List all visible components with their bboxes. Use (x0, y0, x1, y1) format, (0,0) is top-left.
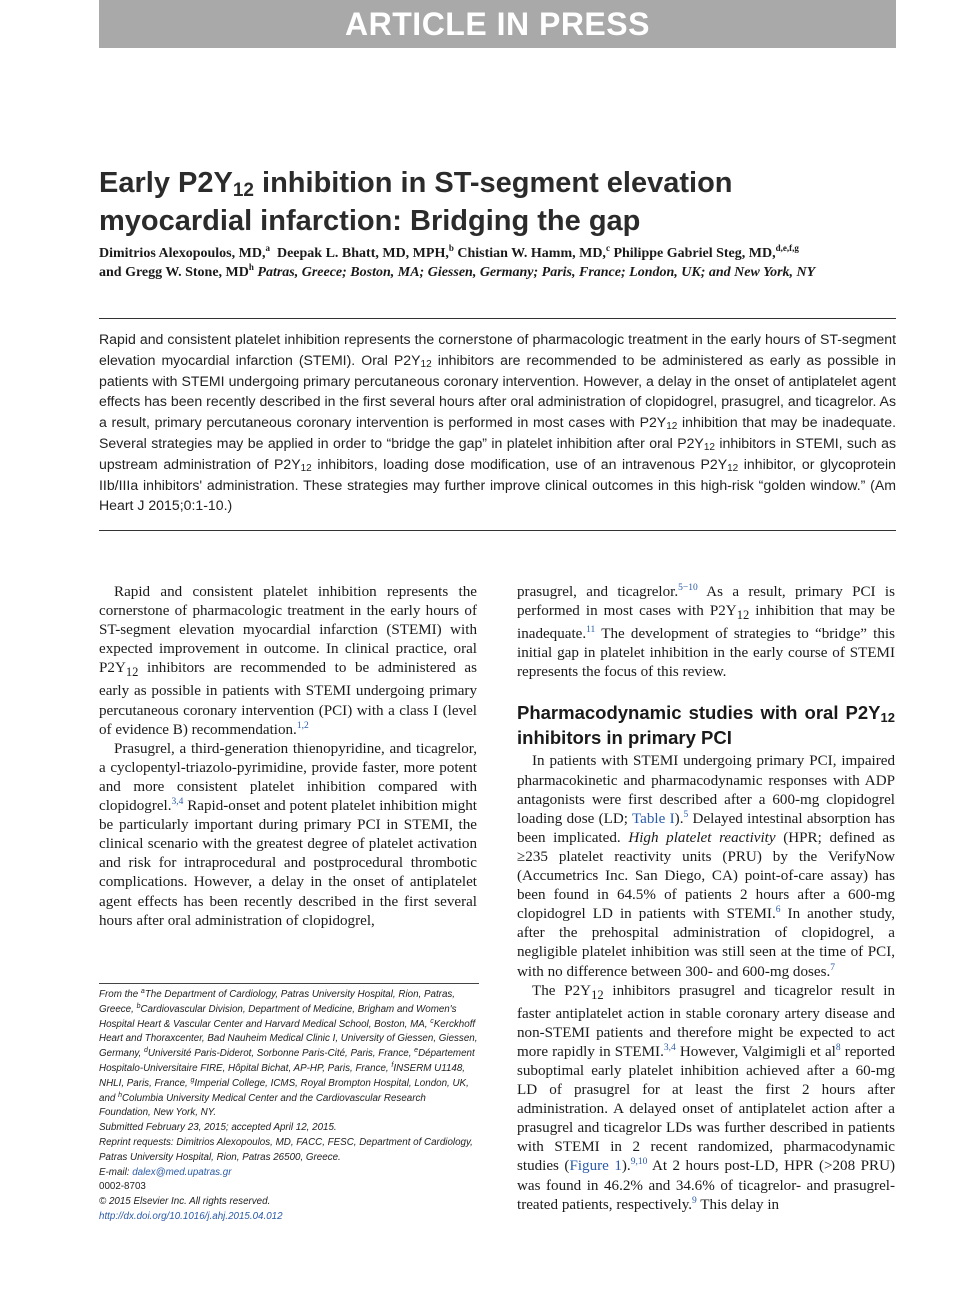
r-p1-text-d: The development of strategies to “bridge” this initial gap in platelet inhibition in the early course of STEMI represents the focus of this review. (517, 626, 895, 681)
author-3: Chistian W. Hamm, MD, (457, 246, 606, 261)
article-title (99, 164, 899, 240)
r-p2-text-e: In another study, after the prehospital administration of clopidogrel, a negligible platelet inhibition was still seen at the time of PCI, with no difference between 300- and 600-mg doses. (517, 906, 895, 980)
r-p2-text-c: Delayed intestinal absorption has been implicated. (517, 810, 895, 846)
abstract-text-2: inhibitors are recommended to be administered as early as possible in patients with STEMI undergoing primary percutaneous coronary intervention. However, a delay in the onset of antiplatelet agent effects has been recently described in the first several hours after oral administration of clopidogrel, prasugrel, and ticagrelor. As a result, primary percutaneous coronary intervention is performed in most cases with P2Y (99, 351, 896, 431)
title-line1-post: inhibition in ST-segment elevation (253, 167, 733, 199)
fn-text: From the (99, 989, 141, 1000)
abstract-top-rule (99, 318, 896, 319)
author-5: and Gregg W. Stone, MD (99, 265, 249, 280)
fn-text: Département Hospitalo-Universitaire FIRE, Hôpital Bichat, AP-HP, Paris, France, (99, 1048, 475, 1074)
fn-text: Columbia University Medical Center and the Cardiovascular Research Foundation, New York, NY. (99, 1092, 426, 1119)
article-in-press-banner: ARTICLE IN PRESS (99, 0, 896, 48)
author-2-affil[interactable]: b (448, 243, 454, 253)
r-p2-emphasis: High platelet reactivity (628, 829, 776, 846)
fn-sup: f (391, 1061, 394, 1069)
intro-paragraph-2 (99, 740, 477, 931)
title-line2: myocardial infarction: Bridging the gap (99, 205, 641, 237)
r-p2-text-b: ). (674, 810, 684, 827)
fn-text: Kerckhoff Heart and Thoraxcenter, Bad Nauheim Medical Clinic I, University of Giessen, Giessen, Germany, (99, 1018, 478, 1060)
fn-text: Université Paris-Diderot, Sorbonne Paris-Cité, Paris, France, (147, 1048, 415, 1060)
abstract-text-6: inhibitor, or glycoprotein IIb/IIIa inhibitors' administration. These strategies may further improve clinical outcomes in this high-risk “golden window.” (Am Heart J 2015;0:1-10.) (99, 455, 896, 514)
abstract-sub-5: 12 (727, 462, 739, 474)
affiliations-footnote (99, 988, 479, 1121)
r-p1-text-b: As a result, primary PCI is performed in most cases with P2Y (517, 584, 895, 620)
r-p2-text-a: In patients with STEMI undergoing primary PCI, impaired pharmacokinetic and pharmacodynamic responses with ADP antagonists were first described after a 600-mg clopidogrel loading dose (LD; (517, 753, 895, 827)
abstract (99, 329, 896, 516)
r-p3-sub: 12 (591, 987, 604, 1002)
r-p3-text-e: ). (621, 1158, 631, 1175)
fn-sup: b (136, 1002, 141, 1010)
intro-p2-text-a: Prasugrel, a third-generation thienopyridine, and ticagrelor, a cyclopentyl-triazolo-pyrimidine, provide faster, more potent and more consistent platelet inhibition compared with clopidogrel. (99, 740, 477, 815)
fn-sup: g (190, 1076, 195, 1084)
r-p2-text-d: (HPR; defined as ≥235 platelet reactivity units (PRU) by the VerifyNow (Accumetrics Inc. San Diego, CA) point-of-care assay) has been found in 64.5% of patients 2 hours after a 600-mg clopidogrel LD in patients with STEMI. (517, 829, 895, 923)
r-p3-text-g: This delay in (696, 1196, 780, 1213)
author-3-affil[interactable]: c (605, 243, 610, 253)
right-column (517, 583, 895, 1215)
intro-p1-text-a: Rapid and consistent platelet inhibition represents the cornerstone of pharmacologic treatment in the early hours of ST-segment elevation myocardial infarction (STEMI) with expected improvement in outcome. In clinical practice, oral P2Y (99, 584, 477, 677)
heading-text-a: Pharmacodynamic studies with oral P2Y (517, 702, 881, 724)
fn-sup: c (430, 1017, 434, 1025)
heading-sub: 12 (880, 710, 895, 726)
intro-paragraph-3 (517, 583, 895, 682)
citation-link[interactable]: 1,2 (296, 720, 309, 731)
author-2: Deepak L. Bhatt, MD, MPH, (276, 246, 449, 261)
citation-link[interactable]: 9,10 (630, 1157, 648, 1168)
fn-text: The Department of Cardiology, Patras University Hospital, Rion, Patras, Greece, (99, 989, 456, 1015)
citation-link[interactable]: 8 (835, 1042, 841, 1053)
abstract-text-3: inhibition that may be inadequate. Several strategies may be applied in order to “bridge the gap” in platelet inhibition after oral P2Y (99, 414, 896, 451)
footnote-rule (99, 983, 479, 984)
email-label: E-mail: (99, 1166, 133, 1178)
email-link[interactable]: dalex@med.upatras.gr (132, 1166, 232, 1178)
citation-link[interactable]: 3,4 (171, 797, 184, 808)
section-heading (517, 700, 895, 750)
abstract-sub-3: 12 (703, 441, 715, 453)
author-4: Philippe Gabriel Steg, MD, (613, 246, 776, 261)
abstract-text-1: Rapid and consistent platelet inhibition represents the cornerstone of pharmacologic treatment in the early hours of ST-segment elevation myocardial infarction (STEMI). Oral P2Y (99, 331, 896, 368)
r-p3-text-b: inhibitors prasugrel and ticagrelor result in faster antiplatelet action in stable coronary artery disease and non-STEMI patients and therefore might be expected to act more rapidly in STEMI. (517, 982, 895, 1060)
intro-paragraph-1 (99, 583, 477, 740)
abstract-text-5: inhibitors, loading dose modification, use of an intravenous P2Y (311, 455, 728, 472)
author-5-affil[interactable]: h (248, 262, 254, 272)
fn-sup: e (414, 1047, 419, 1055)
abstract-sub-2: 12 (666, 421, 678, 433)
title-line1-sub: 12 (232, 180, 254, 201)
author-1: Dimitrios Alexopoulos, MD, (99, 246, 266, 261)
r-p3-text-c: However, Valgimigli et al (675, 1043, 836, 1060)
email-footnote (99, 1166, 479, 1181)
footnotes (99, 988, 479, 1225)
r-p1-text-c: inhibition that may be inadequate. (517, 603, 895, 643)
figure-link[interactable]: Figure 1 (569, 1158, 622, 1175)
fn-sup: h (118, 1091, 122, 1099)
left-column (99, 583, 477, 931)
fn-sup: a (140, 988, 145, 995)
fn-text: Imperial College, ICMS, Royal Brompton Hospital, London, UK, and (99, 1077, 469, 1104)
r-p3-text-f: At 2 hours post-LD, HPR (>208 PRU) was found in 46.2% and 34.6% of ticagrelor- and prasugrel-treated patients, respectively. (517, 1158, 895, 1213)
abstract-text-4: inhibitors in STEMI, such as upstream administration of P2Y (99, 434, 896, 472)
author-list (99, 244, 899, 282)
doi-link[interactable]: http://dx.doi.org/10.1016/j.ahj.2015.04.012 (99, 1210, 283, 1222)
intro-p1-sub: 12 (125, 665, 139, 680)
fn-sup: d (144, 1047, 148, 1055)
author-locations: Patras, Greece; Boston, MA; Giessen, Germany; Paris, France; London, UK; and New York, NY (257, 265, 816, 280)
author-4-affil[interactable]: d,e,f,g (775, 243, 799, 253)
citation-link[interactable]: 11 (586, 625, 596, 636)
copyright: © 2015 Elsevier Inc. All rights reserved. (99, 1196, 271, 1208)
abstract-bottom-rule (99, 530, 896, 531)
title-line1-pre: Early P2Y (99, 167, 233, 199)
author-1-affil[interactable]: a (265, 243, 270, 253)
fn-text: Cardiovascular Division, Department of Medicine, Brigham and Women's Hospital Heart & Vascular Center and Harvard Medical School, Boston, MA, (99, 1003, 457, 1030)
submitted-footnote: Submitted February 23, 2015; accepted April 12, 2015. (99, 1122, 337, 1134)
citation-link[interactable]: 9 (692, 1195, 697, 1206)
r-p3-text-a: The P2Y (532, 982, 592, 999)
issn: 0002-8703 (99, 1181, 146, 1193)
reprint-footnote: Reprint requests: Dimitrios Alexopoulos, MD, FACC, FESC, Department of Cardiology, Patras University Hospital, Rion, Patras 26500, Greece. (99, 1136, 473, 1163)
citation-link[interactable]: 3,4 (663, 1042, 676, 1053)
r-p3-text-d: reported suboptimal early platelet inhibition achieved after a 60-mg LD of prasugrel for at least the first 2 hours after administration. A delayed onset of antiplatelet action after a prasugrel and ticagrelor LDs was further described in patients with STEMI in 2 recent randomized, pharmacodynamic studies ( (517, 1043, 895, 1175)
citation-link[interactable]: 5−10 (678, 583, 698, 593)
table-link[interactable]: Table I (632, 810, 675, 827)
fn-text: INSERM U1148, NHLI, Paris, France, (99, 1062, 466, 1089)
citation-link[interactable]: 7 (830, 962, 835, 973)
intro-p2-text-b: Rapid-onset and potent platelet inhibition might be particularly important during primary PCI in STEMI, the clinical scenario with the greatest degree of platelet activation and risk for intraprocedural and postprocedural thrombotic complications. However, a delay in the onset of antiplatelet agent effects has been recently described in the first several hours after oral administration of clopidogrel, (99, 798, 477, 929)
pd-paragraph-1 (517, 752, 895, 981)
heading-text-b: inhibitors in primary PCI (517, 727, 732, 749)
r-p1-text-a: prasugrel, and ticagrelor. (517, 584, 679, 600)
citation-link[interactable]: 5 (683, 809, 689, 820)
intro-p1-text-b: inhibitors are recommended to be administered as early as possible in patients with STEMI undergoing primary percutaneous coronary intervention (PCI) with a class I (level of evidence B) recommendation. (99, 660, 477, 738)
pd-paragraph-2 (517, 982, 895, 1215)
abstract-sub-4: 12 (300, 462, 312, 474)
r-p1-sub: 12 (736, 608, 750, 623)
abstract-sub-1: 12 (420, 358, 432, 370)
citation-link[interactable]: 6 (775, 905, 781, 916)
